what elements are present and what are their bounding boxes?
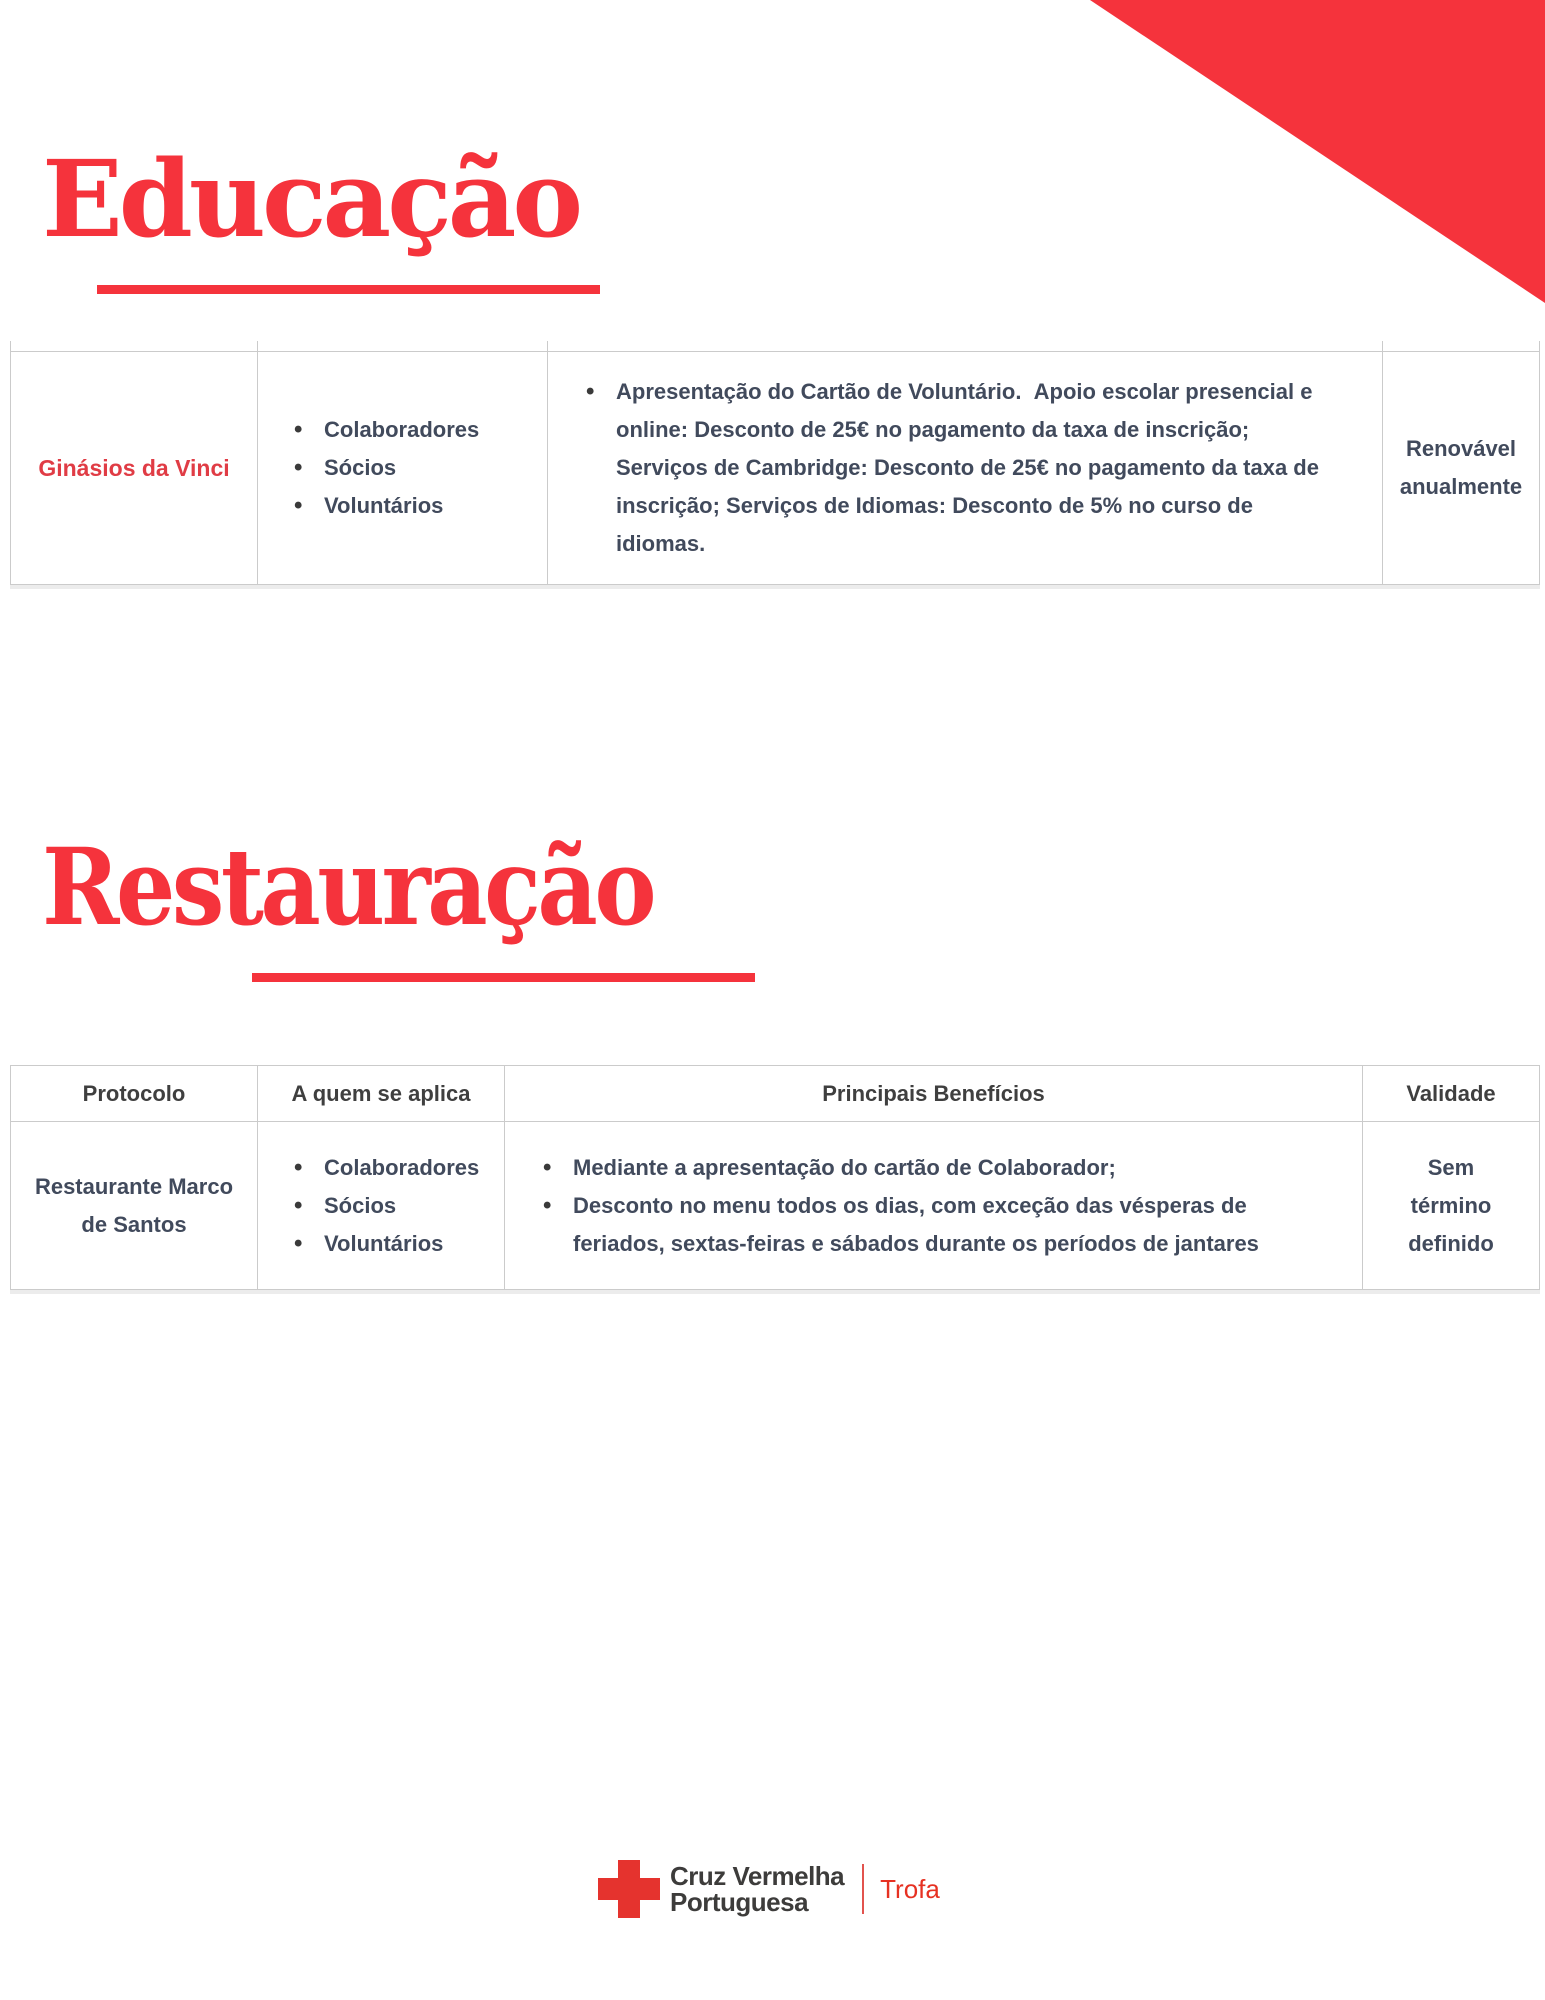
applies-to-cell (258, 1122, 505, 1290)
section-underline-restauracao (252, 973, 755, 982)
benefits-cell (505, 1122, 1363, 1290)
table-educacao-clip-cell (1383, 341, 1540, 351)
table-row (10, 351, 258, 585)
table-restauracao-grid (10, 1065, 1540, 1290)
list-item: • Apresentação do Cartão de Voluntário. Apoio escolar presencial e online: Desconto de 25€ no pagamento da taxa de inscrição; Serviços de Cambridge: Desconto de 25€ no pagamento da taxa de inscrição; Serviços de Idiomas: Desconto de 5% no curso de idiomas. (584, 373, 1334, 563)
benefits-list (584, 373, 1334, 563)
footer-logo (598, 1860, 940, 1918)
corner-triangle-decoration (1090, 0, 1545, 303)
section-title-restauracao: Restauração (42, 824, 654, 949)
table-educacao (10, 341, 1540, 585)
list-item: • Sócios (292, 1187, 479, 1225)
validity-cell: Sem término definido (1363, 1122, 1540, 1290)
column-header-protocolo: Protocolo (10, 1065, 258, 1122)
red-cross-icon (598, 1860, 660, 1918)
applies-to-list (292, 411, 479, 525)
list-item: • Colaboradores (292, 1149, 479, 1187)
table-educacao-grid (10, 341, 1540, 585)
section-underline-educacao (97, 285, 600, 294)
list-item: • Voluntários (292, 1225, 479, 1263)
table-row (10, 1122, 258, 1290)
list-item: • Desconto no menu todos os dias, com exceção das vésperas de feriados, sextas-feiras e sábados durante os períodos de jantares (541, 1187, 1314, 1263)
footer-divider (862, 1864, 864, 1914)
section-title-educacao: Educação (42, 136, 580, 261)
list-item: • Voluntários (292, 487, 479, 525)
column-header-validade: Validade (1363, 1065, 1540, 1122)
organization-name-line2: Portuguesa (670, 1887, 809, 1917)
applies-to-cell (258, 351, 548, 585)
table-educacao-clip-cell (548, 341, 1383, 351)
column-header-a-quem-se-aplica: A quem se aplica (258, 1065, 505, 1122)
table-educacao-clip-cell (10, 341, 258, 351)
validity-cell: Renovável anualmente (1383, 351, 1540, 585)
branch-name: Trofa (880, 1874, 940, 1904)
benefits-list (541, 1149, 1314, 1263)
protocol-name: Restaurante Marco de Santos (34, 1173, 234, 1237)
table-restauracao (10, 1065, 1540, 1290)
red-cross-horizontal-bar (598, 1878, 660, 1900)
organization-name-line1: Cruz Vermelha (670, 1861, 845, 1891)
list-item: • Sócios (292, 449, 479, 487)
table-educacao-clip-cell (258, 341, 548, 351)
list-item: • Colaboradores (292, 411, 479, 449)
benefits-cell (548, 351, 1383, 585)
column-header-principais-beneficios: Principais Benefícios (505, 1065, 1363, 1122)
organization-name (670, 1863, 844, 1915)
protocol-name: Ginásios da Vinci (38, 455, 230, 481)
list-item: • Mediante a apresentação do cartão de Colaborador; (541, 1149, 1314, 1187)
applies-to-list (292, 1149, 479, 1263)
